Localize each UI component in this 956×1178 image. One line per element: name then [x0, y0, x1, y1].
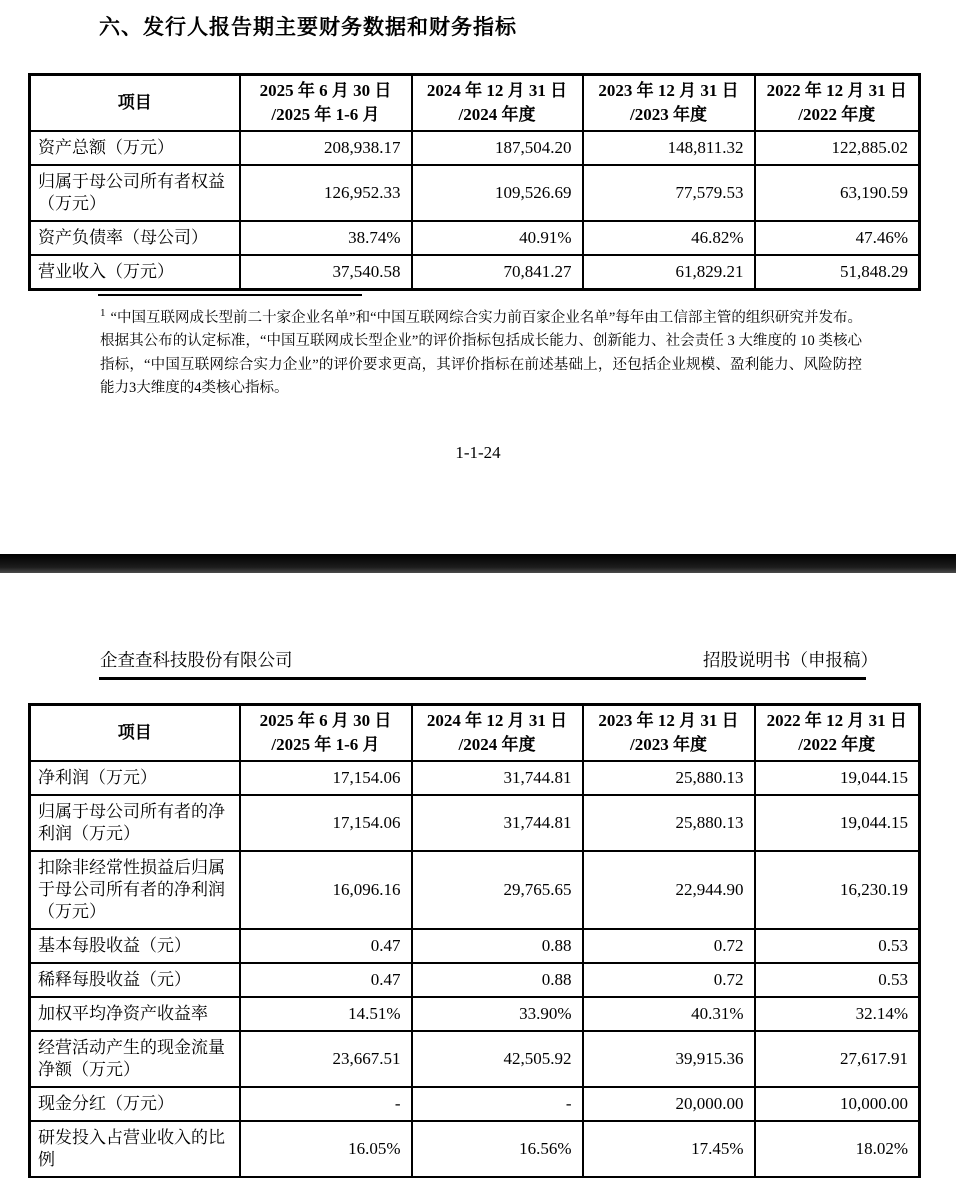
cell-value: 19,044.15: [755, 761, 920, 795]
row-label: 扣除非经常性损益后归属于母公司所有者的净利润（万元）: [30, 851, 240, 929]
cell-value: 31,744.81: [412, 761, 583, 795]
cell-value: 17,154.06: [240, 795, 412, 851]
cell-value: 77,579.53: [583, 165, 755, 221]
cell-value: 61,829.21: [583, 255, 755, 290]
footnote-text: “中国互联网成长型前二十家企业名单”和“中国互联网综合实力前百家企业名单”每年由工信部主管的组织研究并发布。根据其公布的认定标准，“中国互联网成长型企业”的评价指标包括成长能力、创新能力、社会责任 3 大维度的 10 类核心指标，“中国互联网综合实力企业”的评价要求更高，其评价指标在前述基础上，还包括企业规模、盈利能力、风险防控能力3大维度的4类核心指标。: [100, 309, 862, 397]
cell-value: 20,000.00: [583, 1087, 755, 1121]
row-label: 归属于母公司所有者的净利润（万元）: [30, 795, 240, 851]
cell-value: 0.47: [240, 929, 412, 963]
cell-value: 18.02%: [755, 1121, 920, 1178]
table-row: [30, 795, 920, 851]
cell-value: 37,540.58: [240, 255, 412, 290]
cell-value: 16.56%: [412, 1121, 583, 1178]
table-row: [30, 221, 920, 255]
cell-value: 23,667.51: [240, 1031, 412, 1087]
table-row: [30, 851, 920, 929]
table-row: [30, 963, 920, 997]
cell-value: 0.53: [755, 929, 920, 963]
header-row: [30, 705, 920, 762]
cell-value: -: [412, 1087, 583, 1121]
cell-value: 10,000.00: [755, 1087, 920, 1121]
col-header-period: 2023 年 12 月 31 日 /2023 年度: [583, 705, 755, 762]
cell-value: 47.46%: [755, 221, 920, 255]
cell-value: 39,915.36: [583, 1031, 755, 1087]
table-row: [30, 997, 920, 1031]
table-row: [30, 1121, 920, 1178]
cell-value: 32.14%: [755, 997, 920, 1031]
row-label: 资产总额（万元）: [30, 131, 240, 165]
table-row: [30, 1031, 920, 1087]
table-row: [30, 165, 920, 221]
cell-value: 0.47: [240, 963, 412, 997]
row-label: 稀释每股收益（元）: [30, 963, 240, 997]
running-header-rule: [99, 677, 866, 680]
row-label: 基本每股收益（元）: [30, 929, 240, 963]
table-row: [30, 131, 920, 165]
col-header-period: 2025 年 6 月 30 日 /2025 年 1-6 月: [240, 705, 412, 762]
cell-value: 208,938.17: [240, 131, 412, 165]
financial-table-income-metrics: [28, 703, 921, 1178]
cell-value: 22,944.90: [583, 851, 755, 929]
col-header-period: 2022 年 12 月 31 日 /2022 年度: [755, 705, 920, 762]
cell-value: 16,230.19: [755, 851, 920, 929]
table-row: [30, 929, 920, 963]
row-label: 现金分红（万元）: [30, 1087, 240, 1121]
cell-value: 16,096.16: [240, 851, 412, 929]
header-row: [30, 75, 920, 132]
page-number: 1-1-24: [455, 443, 501, 462]
cell-value: 40.31%: [583, 997, 755, 1031]
cell-value: 148,811.32: [583, 131, 755, 165]
footnote-divider-rule: [98, 294, 362, 296]
row-label: 经营活动产生的现金流量净额（万元）: [30, 1031, 240, 1087]
cell-value: 63,190.59: [755, 165, 920, 221]
doc-title: 招股说明书（申报稿）: [703, 650, 878, 670]
cell-value: 126,952.33: [240, 165, 412, 221]
col-header-period: 2024 年 12 月 31 日 /2024 年度: [412, 75, 583, 132]
cell-value: 25,880.13: [583, 795, 755, 851]
cell-value: 42,505.92: [412, 1031, 583, 1087]
cell-value: 27,617.91: [755, 1031, 920, 1087]
running-header: [100, 647, 878, 672]
financial-table-balance-metrics: [28, 73, 921, 291]
cell-value: 109,526.69: [412, 165, 583, 221]
table-row: [30, 255, 920, 290]
cell-value: 122,885.02: [755, 131, 920, 165]
cell-value: 16.05%: [240, 1121, 412, 1178]
row-label: 资产负债率（母公司）: [30, 221, 240, 255]
company-name: 企查查科技股份有限公司: [100, 650, 293, 670]
cell-value: 17.45%: [583, 1121, 755, 1178]
cell-value: 0.88: [412, 963, 583, 997]
cell-value: 70,841.27: [412, 255, 583, 290]
page-break-divider-bar: [0, 554, 956, 573]
row-label: 营业收入（万元）: [30, 255, 240, 290]
row-label: 加权平均净资产收益率: [30, 997, 240, 1031]
cell-value: 17,154.06: [240, 761, 412, 795]
table-row: [30, 761, 920, 795]
col-header-item: 项目: [30, 705, 240, 762]
cell-value: 38.74%: [240, 221, 412, 255]
table-row: [30, 1087, 920, 1121]
cell-value: -: [240, 1087, 412, 1121]
cell-value: 33.90%: [412, 997, 583, 1031]
col-header-period: 2025 年 6 月 30 日 /2025 年 1-6 月: [240, 75, 412, 132]
footnote: [100, 302, 862, 401]
col-header-period: 2024 年 12 月 31 日 /2024 年度: [412, 705, 583, 762]
cell-value: 29,765.65: [412, 851, 583, 929]
footnote-marker: 1: [100, 307, 106, 319]
col-header-period: 2023 年 12 月 31 日 /2023 年度: [583, 75, 755, 132]
cell-value: 187,504.20: [412, 131, 583, 165]
cell-value: 40.91%: [412, 221, 583, 255]
row-label: 归属于母公司所有者权益（万元）: [30, 165, 240, 221]
cell-value: 31,744.81: [412, 795, 583, 851]
cell-value: 25,880.13: [583, 761, 755, 795]
section-title: 六、发行人报告期主要财务数据和财务指标: [99, 16, 517, 39]
cell-value: 14.51%: [240, 997, 412, 1031]
cell-value: 19,044.15: [755, 795, 920, 851]
cell-value: 0.88: [412, 929, 583, 963]
cell-value: 46.82%: [583, 221, 755, 255]
cell-value: 51,848.29: [755, 255, 920, 290]
cell-value: 0.72: [583, 929, 755, 963]
cell-value: 0.72: [583, 963, 755, 997]
row-label: 净利润（万元）: [30, 761, 240, 795]
cell-value: 0.53: [755, 963, 920, 997]
col-header-item: 项目: [30, 75, 240, 132]
row-label: 研发投入占营业收入的比例: [30, 1121, 240, 1178]
col-header-period: 2022 年 12 月 31 日 /2022 年度: [755, 75, 920, 132]
